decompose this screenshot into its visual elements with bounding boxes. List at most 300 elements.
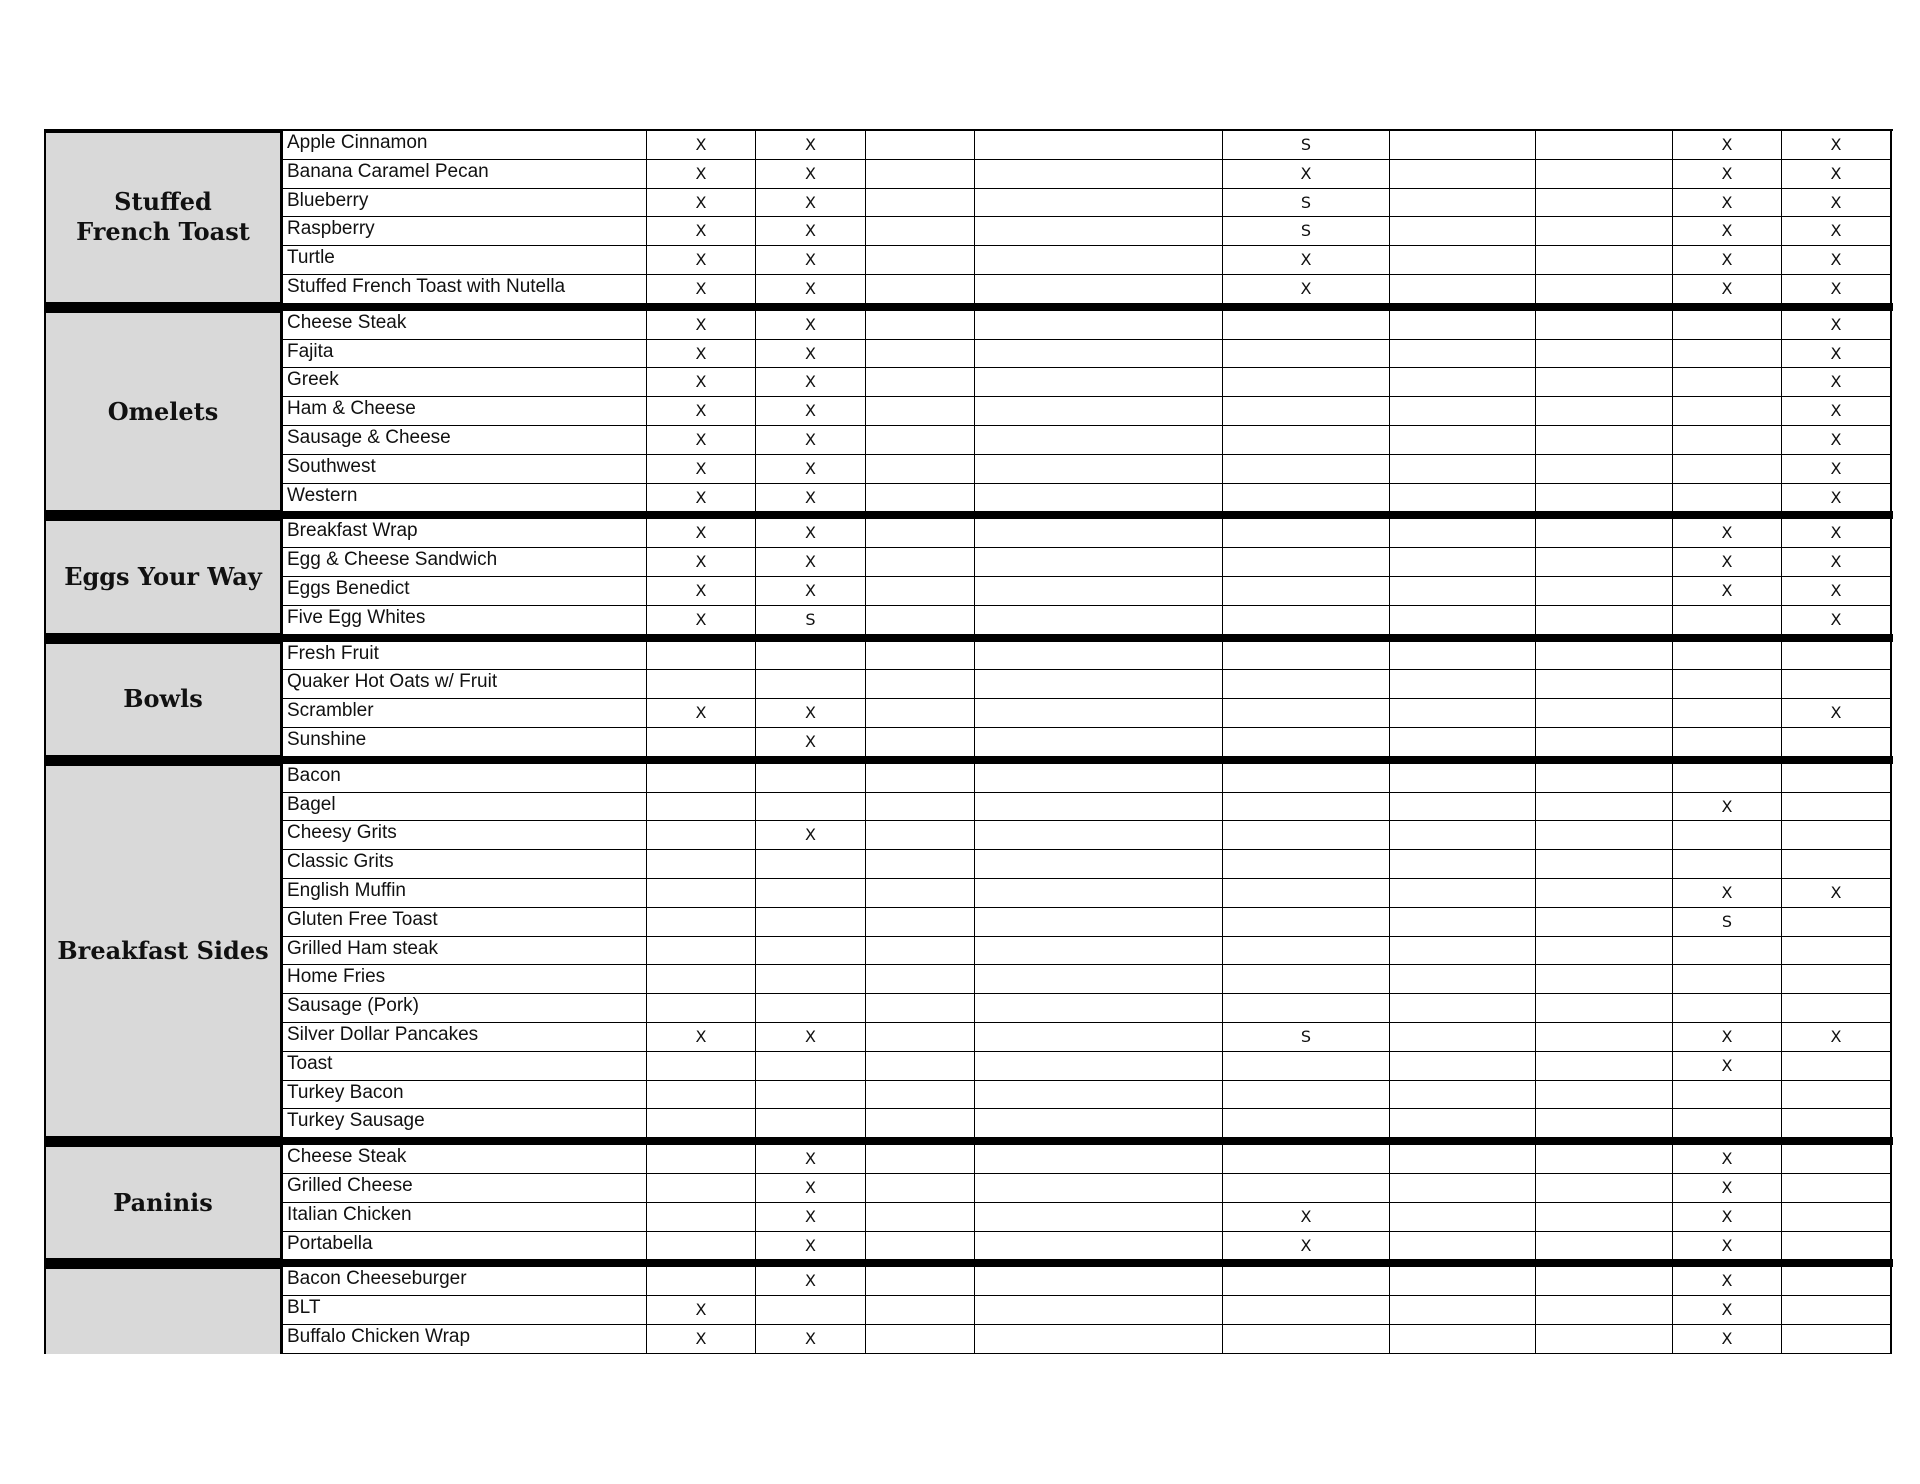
- allergen-mark: X: [756, 577, 866, 606]
- allergen-mark: [647, 879, 756, 908]
- item-name: Scrambler: [282, 699, 647, 728]
- allergen-mark: [1536, 1023, 1673, 1052]
- allergen-mark: X: [647, 311, 756, 340]
- allergen-mark: [756, 1052, 866, 1081]
- allergen-mark: [1390, 455, 1536, 484]
- allergen-mark: [1390, 937, 1536, 966]
- item-name: Turkey Sausage: [282, 1109, 647, 1138]
- allergen-mark: [1536, 275, 1673, 304]
- allergen-mark: [866, 606, 975, 635]
- allergen-mark: X: [756, 1267, 866, 1296]
- allergen-mark: [1390, 484, 1536, 513]
- allergen-mark: [866, 728, 975, 757]
- allergen-mark: [866, 519, 975, 548]
- allergen-mark: X: [647, 131, 756, 160]
- allergen-mark: [1390, 275, 1536, 304]
- allergen-mark: [975, 1267, 1223, 1296]
- item-name: Turkey Bacon: [282, 1081, 647, 1110]
- allergen-mark: X: [756, 217, 866, 246]
- allergen-mark: X: [647, 275, 756, 304]
- allergen-mark: X: [1782, 548, 1891, 577]
- category-label: Omelets: [44, 311, 282, 513]
- allergen-mark: X: [1782, 189, 1891, 218]
- item-name: BLT: [282, 1296, 647, 1325]
- allergen-mark: [866, 670, 975, 699]
- allergen-mark: [1223, 994, 1390, 1023]
- allergen-mark: [1223, 699, 1390, 728]
- allergen-mark: [866, 642, 975, 671]
- allergen-mark: [866, 994, 975, 1023]
- allergen-mark: [1536, 1203, 1673, 1232]
- allergen-mark: X: [1782, 160, 1891, 189]
- allergen-mark: [1782, 793, 1891, 822]
- allergen-mark: [1536, 1174, 1673, 1203]
- allergen-mark: X: [1782, 275, 1891, 304]
- allergen-mark: X: [647, 246, 756, 275]
- allergen-mark: [1223, 1081, 1390, 1110]
- allergen-mark: [1673, 426, 1782, 455]
- allergen-mark: [866, 1145, 975, 1174]
- item-name: Eggs Benedict: [282, 577, 647, 606]
- allergen-mark: [1223, 311, 1390, 340]
- allergen-mark: [1223, 1296, 1390, 1325]
- allergen-mark: [975, 937, 1223, 966]
- allergen-mark: [975, 275, 1223, 304]
- allergen-mark: X: [1673, 1267, 1782, 1296]
- allergen-mark: [975, 1203, 1223, 1232]
- allergen-mark: [756, 642, 866, 671]
- allergen-mark: [1223, 340, 1390, 369]
- allergen-mark: [1782, 1109, 1891, 1138]
- allergen-mark: [1223, 426, 1390, 455]
- allergen-mark: [1782, 850, 1891, 879]
- section-divider: [44, 1137, 1893, 1145]
- item-name: Apple Cinnamon: [282, 131, 647, 160]
- allergen-mark: [975, 484, 1223, 513]
- allergen-mark: [647, 1052, 756, 1081]
- allergen-mark: [866, 340, 975, 369]
- item-name: Fresh Fruit: [282, 642, 647, 671]
- allergen-mark: [1782, 908, 1891, 937]
- allergen-mark: [1390, 994, 1536, 1023]
- allergen-mark: [975, 670, 1223, 699]
- allergen-mark: [975, 793, 1223, 822]
- allergen-mark: [1673, 606, 1782, 635]
- allergen-mark: [1390, 1052, 1536, 1081]
- allergen-mark: [866, 1174, 975, 1203]
- allergen-mark: X: [756, 548, 866, 577]
- allergen-mark: [975, 160, 1223, 189]
- allergen-mark: X: [1782, 606, 1891, 635]
- allergen-mark: [1390, 577, 1536, 606]
- allergen-mark: [975, 189, 1223, 218]
- allergen-mark: X: [1673, 131, 1782, 160]
- allergen-mark: [1390, 426, 1536, 455]
- allergen-mark: X: [647, 519, 756, 548]
- allergen-mark: [866, 1267, 975, 1296]
- allergen-mark: [1782, 670, 1891, 699]
- allergen-mark: X: [756, 1203, 866, 1232]
- allergen-mark: [1390, 368, 1536, 397]
- allergen-mark: [1673, 670, 1782, 699]
- allergen-mark: X: [756, 397, 866, 426]
- allergen-mark: [1673, 937, 1782, 966]
- allergen-mark: X: [1782, 577, 1891, 606]
- allergen-mark: X: [1673, 1174, 1782, 1203]
- allergen-mark: [1782, 1267, 1891, 1296]
- allergen-mark: [1390, 189, 1536, 218]
- item-name: Sunshine: [282, 728, 647, 757]
- allergen-mark: [975, 850, 1223, 879]
- allergen-mark: X: [1782, 311, 1891, 340]
- category-label: Paninis: [44, 1145, 282, 1260]
- allergen-mark: [1223, 368, 1390, 397]
- allergen-mark: [1782, 994, 1891, 1023]
- allergen-mark: [1536, 189, 1673, 218]
- allergen-mark: [1390, 548, 1536, 577]
- allergen-mark: [1390, 397, 1536, 426]
- allergen-mark: [1390, 1174, 1536, 1203]
- allergen-mark: [647, 764, 756, 793]
- allergen-mark: [866, 577, 975, 606]
- allergen-mark: [975, 311, 1223, 340]
- allergen-mark: [975, 1052, 1223, 1081]
- allergen-mark: [866, 484, 975, 513]
- allergen-mark: [866, 455, 975, 484]
- allergen-mark: X: [1673, 160, 1782, 189]
- allergen-mark: [756, 1296, 866, 1325]
- allergen-mark: [647, 1109, 756, 1138]
- section-divider: [44, 303, 1893, 311]
- allergen-mark: X: [1673, 217, 1782, 246]
- allergen-mark: [1390, 217, 1536, 246]
- allergen-mark: [1536, 821, 1673, 850]
- allergen-mark: [1223, 879, 1390, 908]
- allergen-mark: X: [647, 1296, 756, 1325]
- allergen-mark: [756, 994, 866, 1023]
- allergen-mark: [866, 275, 975, 304]
- allergen-mark: [1390, 908, 1536, 937]
- item-name: Bagel: [282, 793, 647, 822]
- allergen-mark: X: [1782, 879, 1891, 908]
- item-name: Cheese Steak: [282, 311, 647, 340]
- category-label: Bowls: [44, 642, 282, 757]
- item-name: Sausage (Pork): [282, 994, 647, 1023]
- allergen-mark: [1782, 764, 1891, 793]
- item-name: Turtle: [282, 246, 647, 275]
- allergen-mark: [1223, 548, 1390, 577]
- allergen-mark: [756, 1081, 866, 1110]
- allergen-mark: [1223, 1052, 1390, 1081]
- allergen-mark: [647, 1203, 756, 1232]
- allergen-mark: [1390, 728, 1536, 757]
- allergen-mark: [1782, 1203, 1891, 1232]
- allergen-mark: S: [1223, 217, 1390, 246]
- allergen-mark: [1536, 1296, 1673, 1325]
- allergen-mark: [1536, 728, 1673, 757]
- allergen-mark: [647, 908, 756, 937]
- allergen-mark: X: [647, 397, 756, 426]
- allergen-mark: [756, 879, 866, 908]
- allergen-mark: [1782, 821, 1891, 850]
- section-divider: [44, 634, 1893, 642]
- item-name: Bacon: [282, 764, 647, 793]
- allergen-mark: [1223, 821, 1390, 850]
- allergen-mark: [1673, 994, 1782, 1023]
- allergen-mark: [866, 764, 975, 793]
- allergen-mark: [1782, 1325, 1891, 1354]
- allergen-mark: [1782, 1052, 1891, 1081]
- allergen-mark: [866, 1296, 975, 1325]
- allergen-mark: [1536, 311, 1673, 340]
- allergen-mark: [647, 728, 756, 757]
- allergen-mark: X: [1223, 1232, 1390, 1261]
- item-name: Home Fries: [282, 965, 647, 994]
- allergen-mark: [756, 764, 866, 793]
- allergen-mark: [1536, 368, 1673, 397]
- allergen-mark: X: [1673, 1203, 1782, 1232]
- allergen-mark: X: [647, 426, 756, 455]
- allergen-mark: [1536, 699, 1673, 728]
- allergen-mark: [1390, 246, 1536, 275]
- allergen-mark: [975, 642, 1223, 671]
- allergen-mark: X: [1673, 577, 1782, 606]
- allergen-mark: [647, 850, 756, 879]
- item-name: Portabella: [282, 1232, 647, 1261]
- allergen-mark: [866, 131, 975, 160]
- allergen-mark: X: [1673, 548, 1782, 577]
- allergen-mark: X: [756, 246, 866, 275]
- item-name: Silver Dollar Pancakes: [282, 1023, 647, 1052]
- allergen-mark: X: [756, 1145, 866, 1174]
- allergen-mark: [1223, 455, 1390, 484]
- allergen-mark: [1390, 670, 1536, 699]
- allergen-mark: [866, 879, 975, 908]
- item-name: Ham & Cheese: [282, 397, 647, 426]
- allergen-mark: [1673, 397, 1782, 426]
- allergen-mark: X: [1782, 131, 1891, 160]
- item-name: Grilled Cheese: [282, 1174, 647, 1203]
- allergen-mark: [1390, 642, 1536, 671]
- allergen-mark: X: [756, 1232, 866, 1261]
- allergen-mark: X: [1673, 519, 1782, 548]
- allergen-mark: [1536, 160, 1673, 189]
- allergen-mark: [866, 1052, 975, 1081]
- allergen-mark: [1390, 764, 1536, 793]
- allergen-mark: [866, 1325, 975, 1354]
- allergen-mark: [1536, 606, 1673, 635]
- allergen-mark: [1536, 1267, 1673, 1296]
- allergen-mark: [975, 397, 1223, 426]
- allergen-mark: X: [1782, 519, 1891, 548]
- allergen-mark: X: [1782, 426, 1891, 455]
- allergen-mark: [866, 908, 975, 937]
- item-name: Southwest: [282, 455, 647, 484]
- allergen-mark: [975, 1174, 1223, 1203]
- allergen-mark: [1390, 1145, 1536, 1174]
- allergen-mark: [866, 1109, 975, 1138]
- allergen-mark: [1223, 519, 1390, 548]
- allergen-mark: [1536, 340, 1673, 369]
- allergen-mark: [1223, 1109, 1390, 1138]
- item-name: English Muffin: [282, 879, 647, 908]
- item-name: Italian Chicken: [282, 1203, 647, 1232]
- allergen-mark: [866, 793, 975, 822]
- allergen-mark: [975, 1296, 1223, 1325]
- category-label: Eggs Your Way: [44, 519, 282, 634]
- allergen-mark: X: [1673, 879, 1782, 908]
- allergen-mark: [866, 850, 975, 879]
- allergen-mark: [1673, 1081, 1782, 1110]
- allergen-mark: X: [756, 699, 866, 728]
- allergen-mark: [1390, 1267, 1536, 1296]
- allergen-mark: [1390, 793, 1536, 822]
- item-name: Quaker Hot Oats w/ Fruit: [282, 670, 647, 699]
- allergen-mark: S: [1223, 131, 1390, 160]
- allergen-mark: [756, 965, 866, 994]
- allergen-mark: X: [1782, 1023, 1891, 1052]
- item-name: Gluten Free Toast: [282, 908, 647, 937]
- allergen-mark: S: [1223, 189, 1390, 218]
- allergen-mark: X: [756, 311, 866, 340]
- allergen-mark: [1223, 908, 1390, 937]
- allergen-mark: [647, 965, 756, 994]
- allergen-mark: [866, 246, 975, 275]
- allergen-mark: [1536, 1052, 1673, 1081]
- allergen-mark: [1390, 1081, 1536, 1110]
- allergen-mark: X: [756, 1174, 866, 1203]
- allergen-mark: [647, 1232, 756, 1261]
- allergen-mark: [866, 217, 975, 246]
- allergen-mark: [1782, 965, 1891, 994]
- allergen-mark: X: [756, 340, 866, 369]
- allergen-mark: [1782, 1081, 1891, 1110]
- allergen-mark: [1536, 426, 1673, 455]
- item-name: Banana Caramel Pecan: [282, 160, 647, 189]
- allergen-mark: [975, 821, 1223, 850]
- allergen-mark: [1536, 908, 1673, 937]
- allergen-mark: [647, 1081, 756, 1110]
- category-label: [44, 1267, 282, 1353]
- allergen-mark: [975, 879, 1223, 908]
- section-divider: [44, 756, 1893, 764]
- allergen-mark: X: [1673, 1052, 1782, 1081]
- allergen-mark: [975, 1109, 1223, 1138]
- allergen-mark: X: [1223, 275, 1390, 304]
- allergen-mark: [975, 994, 1223, 1023]
- allergen-mark: [975, 699, 1223, 728]
- allergen-mark: [1223, 728, 1390, 757]
- allergen-mark: [1223, 670, 1390, 699]
- item-name: Western: [282, 484, 647, 513]
- allergen-mark: [866, 1023, 975, 1052]
- allergen-mark: [975, 764, 1223, 793]
- allergen-mark: [1536, 131, 1673, 160]
- allergen-mark: [1223, 1174, 1390, 1203]
- item-name: Cheesy Grits: [282, 821, 647, 850]
- allergen-mark: S: [1673, 908, 1782, 937]
- allergen-mark: X: [1782, 368, 1891, 397]
- allergen-mark: [975, 368, 1223, 397]
- allergen-mark: [866, 821, 975, 850]
- allergen-mark: [1673, 728, 1782, 757]
- allergen-mark: [1782, 1145, 1891, 1174]
- allergen-mark: X: [1673, 1145, 1782, 1174]
- allergen-mark: [1536, 397, 1673, 426]
- allergen-mark: [1390, 1232, 1536, 1261]
- allergen-mark: X: [756, 189, 866, 218]
- allergen-mark: X: [1223, 1203, 1390, 1232]
- allergen-mark: X: [647, 189, 756, 218]
- allergen-mark: [1536, 217, 1673, 246]
- allergen-mark: [647, 994, 756, 1023]
- allergen-mark: [1782, 728, 1891, 757]
- allergen-mark: [866, 311, 975, 340]
- allergen-mark: X: [1673, 246, 1782, 275]
- allergen-mark: X: [1673, 793, 1782, 822]
- allergen-mark: [1673, 484, 1782, 513]
- allergen-mark: [756, 793, 866, 822]
- allergen-mark: [756, 908, 866, 937]
- allergen-mark: [1223, 764, 1390, 793]
- allergen-mark: [975, 728, 1223, 757]
- allergen-mark: [1223, 850, 1390, 879]
- allergen-mark: [975, 1145, 1223, 1174]
- allergen-mark: [975, 340, 1223, 369]
- allergen-mark: [866, 160, 975, 189]
- allergen-mark: X: [1673, 189, 1782, 218]
- allergen-mark: [1223, 937, 1390, 966]
- allergen-mark: [975, 548, 1223, 577]
- allergen-mark: [866, 548, 975, 577]
- item-name: Bacon Cheeseburger: [282, 1267, 647, 1296]
- allergen-mark: X: [647, 368, 756, 397]
- allergen-mark: [1536, 1081, 1673, 1110]
- allergen-mark: X: [1673, 1232, 1782, 1261]
- allergen-mark: [1673, 368, 1782, 397]
- allergen-mark: X: [1782, 340, 1891, 369]
- allergen-mark: [1390, 1023, 1536, 1052]
- allergen-mark: X: [756, 160, 866, 189]
- allergen-mark: [975, 455, 1223, 484]
- allergen-mark: [1673, 699, 1782, 728]
- allergen-mark: [1390, 160, 1536, 189]
- allergen-mark: [1390, 340, 1536, 369]
- allergen-mark: [975, 1081, 1223, 1110]
- allergen-mark: [1390, 311, 1536, 340]
- allergen-mark: [647, 793, 756, 822]
- allergen-mark: [756, 937, 866, 966]
- allergen-mark: [1223, 606, 1390, 635]
- allergen-mark: X: [756, 1023, 866, 1052]
- allergen-mark: [1390, 850, 1536, 879]
- allergen-mark: [975, 426, 1223, 455]
- allergen-mark: X: [647, 160, 756, 189]
- allergen-mark: [975, 1325, 1223, 1354]
- allergen-mark: X: [647, 548, 756, 577]
- allergen-mark: X: [1782, 397, 1891, 426]
- item-name: Stuffed French Toast with Nutella: [282, 275, 647, 304]
- item-name: Greek: [282, 368, 647, 397]
- allergen-mark: X: [1782, 246, 1891, 275]
- allergen-mark: [1536, 1232, 1673, 1261]
- allergen-mark: [866, 1203, 975, 1232]
- allergen-mark: X: [1223, 246, 1390, 275]
- allergen-mark: [1673, 340, 1782, 369]
- allergen-mark: [756, 670, 866, 699]
- allergen-mark: X: [647, 455, 756, 484]
- allergen-mark: X: [647, 699, 756, 728]
